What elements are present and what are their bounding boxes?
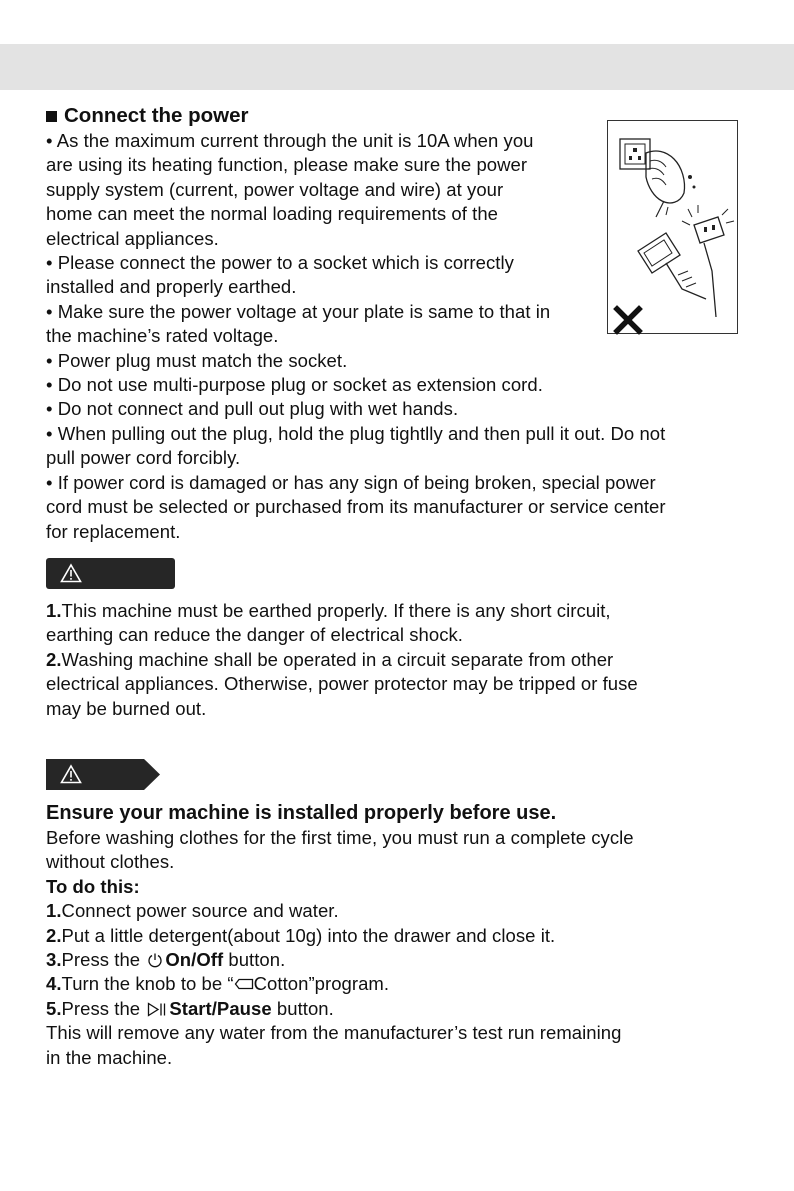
text-line: are using its heating function, please make sure the power <box>46 154 528 176</box>
header-bar <box>0 44 794 90</box>
square-bullet-icon <box>46 111 57 122</box>
todo-label: To do this: <box>46 875 140 897</box>
text-line: • Please connect the power to a socket which is correctly <box>46 252 514 274</box>
play-pause-icon <box>147 1002 167 1017</box>
section-heading-power: Connect the power <box>46 103 746 129</box>
text-line: in the machine. <box>46 1046 173 1068</box>
step-5: 5.Press the Start/Pause button. <box>46 997 334 1019</box>
warning-item-2: 2.Washing machine shall be operated in a circuit separate from other <box>46 648 614 670</box>
warning-triangle-icon <box>60 764 82 784</box>
text-line: pull power cord forcibly. <box>46 447 241 469</box>
cotton-icon <box>234 978 254 990</box>
text-line: installed and properly earthed. <box>46 276 297 298</box>
text-line: • When pulling out the plug, hold the plug tightlly and then pull it out. Do not <box>46 422 666 444</box>
warning-triangle-icon <box>60 563 82 583</box>
text-line: • Do not use multi-purpose plug or socket as extension cord. <box>46 374 543 396</box>
text-line: cord must be selected or purchased from its manufacturer or service center <box>46 496 666 518</box>
step-3: 3.Press the On/Off button. <box>46 948 286 970</box>
text-line: earthing can reduce the danger of electrical shock. <box>46 624 463 646</box>
text-line: • As the maximum current through the unit is 10A when you <box>46 130 534 151</box>
text-line: This will remove any water from the manufacturer’s test run remaining <box>46 1022 622 1044</box>
step-2: 2.Put a little detergent(about 10g) into the drawer and close it. <box>46 924 556 946</box>
warning-tag <box>46 558 175 589</box>
power-icon <box>147 952 163 968</box>
text-line: electrical appliances. <box>46 227 219 249</box>
power-instructions <box>46 129 746 544</box>
text-line: electrical appliances. Otherwise, power protector may be tripped or fuse <box>46 673 638 695</box>
text-line: home can meet the normal loading requirements of the <box>46 203 498 225</box>
text-line: may be burned out. <box>46 697 207 719</box>
text-line: the machine’s rated voltage. <box>46 325 279 347</box>
text-line: for replacement. <box>46 520 181 542</box>
step-4: 4.Turn the knob to be “ Cotton”program. <box>46 973 390 995</box>
earthing-warnings <box>46 599 746 721</box>
text-line: • Power plug must match the socket. <box>46 349 348 371</box>
page-content <box>46 103 746 1070</box>
text-line: • Do not connect and pull out plug with wet hands. <box>46 398 459 420</box>
text-line: Before washing clothes for the first time, you must run a complete cycle <box>46 826 634 848</box>
text-line: without clothes. <box>46 851 175 873</box>
section-heading-install: Ensure your machine is installed properly before use. <box>46 801 557 824</box>
text-line: • If power cord is damaged or has any sign of being broken, special power <box>46 471 656 493</box>
step-1: 1.Connect power source and water. <box>46 900 339 922</box>
text-line: supply system (current, power voltage and wire) at your <box>46 178 504 200</box>
text-line: • Make sure the power voltage at your plate is same to that in <box>46 300 551 322</box>
caution-tag <box>46 759 160 790</box>
warning-item-1: 1.This machine must be earthed properly. If there is any short circuit, <box>46 599 611 621</box>
